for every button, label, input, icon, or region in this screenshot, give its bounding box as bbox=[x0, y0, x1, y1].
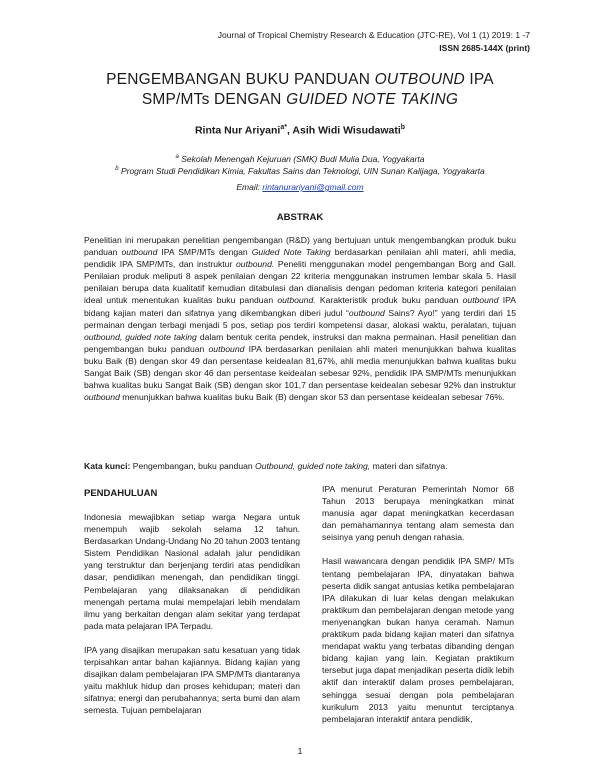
left-paragraph-1: Indonesia mewajibkan setiap warga Negara untuk menempuh wajib sekolah selama 12 tahun. Berdasarkan Undang-Undang No 20 tahun 2003 tentang Sistem Pendidikan Nasional adalah jalur pendidikan yang terstruktur dan berjenjang terdiri atas pendidikan dasar, pendidikan menengah, dan pendidikan tinggi. Pembelajaran yang dilaksanakan di pendidikan menengah pertama mulai mempelajari lebih mendalam ilmu yang berkaitan dengan alam sekitar yang terdapat pada mata pelajaran IPA Terpadu. bbox=[84, 512, 300, 631]
abstract-seg: berdasarkan penilaian ahli materi, ahli media, pendidik IPA SMP/MTs, dan instruktur bbox=[84, 247, 516, 270]
journal-header: Journal of Tropical Chemistry Research & Education (JTC-RE), Vol 1 (1) 2019: 1 -7 bbox=[217, 30, 530, 40]
abstract-seg-italic: Guided Note Taking bbox=[251, 247, 331, 258]
abstract-seg-italic: outbound bbox=[84, 392, 120, 403]
title-part1-italic: OUTBOUND bbox=[374, 71, 465, 88]
issn-line: ISSN 2685-144X (print) bbox=[439, 43, 530, 53]
affiliation-a-sup: a bbox=[175, 154, 179, 160]
email-link[interactable]: rintanurariyani@gmail.com bbox=[262, 182, 364, 192]
keywords-text-tail: materi dan sifatnya. bbox=[370, 461, 448, 471]
abstract-seg: Sains? Ayo!” yang terdiri dari 15 permainan dengan terbagi menjadi 5 pos, setiap pos terdiri kompetensi dasar, alokasi waktu, peralatan, tujuan bbox=[84, 307, 516, 330]
abstract-seg: Karakteristik produk buku panduan bbox=[315, 295, 463, 306]
abstract-body bbox=[84, 234, 516, 403]
abstract-heading: ABSTRAK bbox=[276, 212, 324, 223]
affiliation-b bbox=[60, 163, 540, 177]
author-2: Asih Widi Wisudawati bbox=[292, 124, 401, 137]
abstract-seg: dalam bentuk cerita pendek, instruksi dan makna permainan. Hasil penelitian dan pengembangan buku panduan bbox=[84, 331, 516, 354]
title-part2: SMP/MTs DENGAN bbox=[141, 91, 287, 108]
abstract-seg-italic: outbound bbox=[208, 343, 245, 354]
abstract-seg: IPA berdasarkan penilaian ahli materi menunjukkan bahwa kualitas buku Baik (B) dengan skor 49 dan persentase keideaIan 81,67%, ahli media menunjukkan bahwa kualitas buku Sangat Baik (SB) dengan skor 46 dan persentase keideaIan sebesar 92%, pendidik IPA SMP/MTs menunjukkan bahwa kualitas buku Sangat Baik (SB) dengan skor 101,7 dan persentase keideaIan sebesar 92% dan instruktur bbox=[84, 343, 516, 391]
keywords-label: Kata kunci: bbox=[84, 461, 131, 471]
abstract-seg: IPA SMP/MTs dengan bbox=[157, 247, 252, 258]
title-part1-tail: IPA bbox=[464, 71, 494, 88]
keywords-text: Pengembangan, buku panduan bbox=[130, 461, 256, 471]
right-paragraph-2: Hasil wawancara dengan pendidik IPA SMP/ MTs tentang pembelajaran IPA, dinyatakan bahwa peserta didik sangat antusias ketika pembelajaran IPA dilakukan di luar kelas dengan melakukan praktikum dan pembelajaran dengan metode yang menyenangkan bukan hanya ceramah. Namun praktikum pada bidang kajian materi dan sifatnya mendapat waktu yang terbatas dibanding dengan bidang kajian yang lain. Kegiatan praktikum tersebut juga dapat menjadikan peserta didik lebih aktif dan interaktif dalam proses pembelajaran, sehingga sesuai dengan pola pembelajaran kurikulum 2013 yaitu menuntut terciptanya pembelajaran interaktif antara pendidik, bbox=[322, 556, 514, 724]
paper-title bbox=[60, 70, 540, 110]
email-label: Email: bbox=[236, 182, 263, 192]
abstract-seg-italic: outbound bbox=[121, 247, 158, 258]
keywords-line bbox=[84, 460, 524, 472]
affiliation-a-text: Sekolah Menengah Kejuruan (SMK) Budi Mulia Dua, Yogyakarta bbox=[181, 153, 425, 164]
title-part2-italic: GUIDED NOTE TAKING bbox=[286, 91, 459, 108]
left-column bbox=[84, 511, 300, 717]
author-1: Rinta Nur Ariyani bbox=[194, 124, 281, 137]
author-1-sup: a* bbox=[280, 124, 287, 131]
section-heading: PENDAHULUAN bbox=[84, 488, 158, 499]
author-list bbox=[60, 124, 540, 137]
email-line bbox=[60, 182, 540, 192]
abstract-seg: menunjukkan bahwa kualitas buku Baik (B) dengan skor 53 dan persentase keideaIan sebesar 76%. bbox=[119, 392, 505, 403]
author-2-sup: b bbox=[400, 124, 406, 131]
title-part1: PENGEMBANGAN BUKU PANDUAN bbox=[106, 71, 375, 88]
affiliation-b-text: Program Studi Pendidikan Kimia, Fakultas Sains dan Teknologi, UIN Sunan Kalijaga, Yogyakarta bbox=[120, 165, 485, 176]
affiliation-b-sup: b bbox=[115, 166, 119, 172]
abstract-seg-italic: outbound bbox=[462, 295, 499, 306]
abstract-seg-italic: outbound bbox=[348, 307, 385, 318]
left-paragraph-2: IPA yang disajikan merupakan satu kesatuan yang tidak terpisahkan antar bahan kajiannya. Bidang kajian yang disajikan dalam pembelajaran IPA SMP/MTs diantaranya yaitu makhluk hidup dan proses kehidupan; materi dan sifatnya; energi dan perubahannya; serta bumi dan alam semesta. Tujuan pembelajaran bbox=[84, 644, 300, 716]
page-number: 1 bbox=[297, 746, 303, 756]
keywords-italic: Outbound, guided note taking, bbox=[255, 461, 371, 471]
abstract-seg-italic: outbound, guided note taking bbox=[84, 331, 197, 342]
abstract-seg: IPA bidang kajian materi dan sifatnya yang dikembangkan diberi judul “ bbox=[84, 295, 516, 318]
right-column bbox=[322, 483, 514, 725]
right-paragraph-1: IPA menurut Peraturan Pemerintah Nomor 68 Tahun 2013 berupaya meningkatkan minat manusia agar dapat meningkatkan kecerdasan dan pemahamannya tentang alam semesta dan seisinya yang penuh dengan rahasia. bbox=[322, 484, 514, 543]
abstract-seg-italic: outbound. bbox=[236, 259, 275, 270]
abstract-seg-italic: outbound. bbox=[277, 295, 316, 306]
abstract-seg: Peneliti menggunakan model pengembangan Borg and Gall. Penilaian produk meliputi 8 aspek penilaian dengan 22 kriteria menggunakan instrumen lembar skala 5. Hasil penilaian berupa data kualitatif kemudian ditabulasi dan dianalisis dengan pedoman kriteria kategori penilaian ideal untuk menentukan kualitas buku panduan bbox=[84, 259, 516, 306]
author-separator: , bbox=[286, 124, 293, 137]
abstract-seg: Penelitian ini merupakan penelitian pengembangan (R&D) yang bertujuan untuk mengembangkan produk buku panduan bbox=[84, 235, 516, 258]
